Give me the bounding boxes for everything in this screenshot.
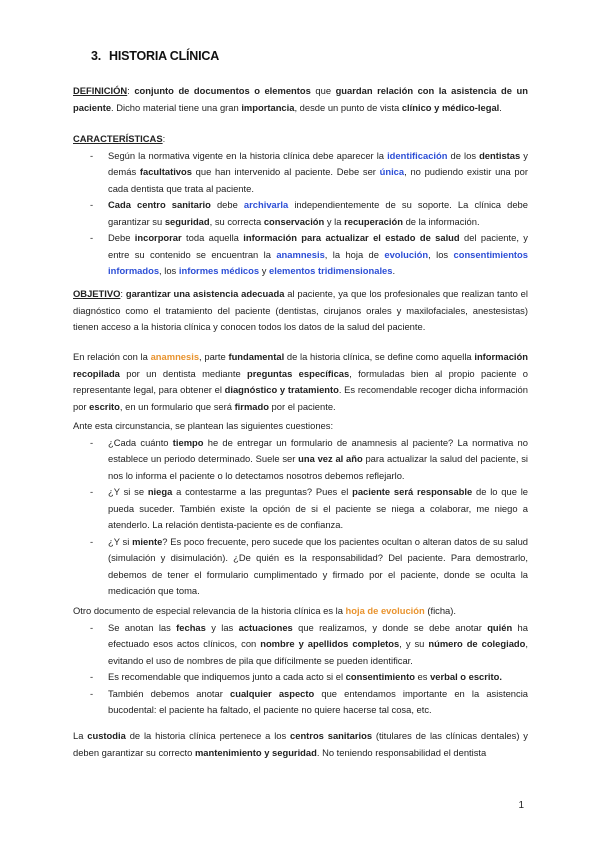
bold-text: seguridad <box>164 215 210 227</box>
orange-text: anamnesis <box>150 351 200 362</box>
bold-text: dentistas <box>479 149 521 161</box>
text: También debemos anotar <box>108 687 230 699</box>
list-item <box>73 669 528 686</box>
text: por el paciente. <box>268 400 336 412</box>
characteristics-label: CARACTERÍSTICAS <box>73 133 163 144</box>
text: , y su <box>399 638 429 649</box>
bold-text: información para actualizar el estado de salud <box>243 232 460 243</box>
text: : <box>120 288 126 299</box>
blue-text: archivarla <box>243 199 289 210</box>
text: . Es recomendable recoger dicha información por <box>73 384 528 412</box>
blue-text: evolución <box>384 248 429 260</box>
bold-text: mantenimiento y seguridad <box>194 746 317 758</box>
bold-text: centros sanitarios <box>290 730 373 741</box>
text: La <box>73 730 88 741</box>
bold-text: consentimiento <box>345 671 415 682</box>
text: ¿Cada cuánto <box>108 436 173 448</box>
bold-text: actuaciones <box>238 621 293 633</box>
bold-text: paciente será responsable <box>352 486 473 497</box>
text: ? Es poco frecuente, pero sucede que los pacientes ocultan o alteran datos de su salud (simulación y disimulación). ¿De quién es la responsabilidad? Del paciente. Para demostrarlo, debemos de tener el formulario cumplimentado y firmado por el paciente, donde se oculta la medicación que toma. <box>108 535 528 596</box>
bold-text: custodia <box>87 730 126 741</box>
text: : <box>127 85 135 96</box>
orange-text: hoja de evolución <box>345 605 425 616</box>
text: , formuladas bien al propio paciente o representante legal, para obtener el <box>73 367 528 395</box>
bold-text: quién <box>487 621 513 633</box>
bold-text: conjunto de documentos o elementos <box>134 85 311 96</box>
text: , no pudiendo existir una por cada dentista que trata al paciente. <box>108 166 528 194</box>
text: y <box>259 265 269 276</box>
text: por un dentista mediante <box>119 367 247 379</box>
bold-text: conservación <box>263 215 325 227</box>
blue-text: identificación <box>387 149 448 161</box>
text: , evitando el uso de nombres de pila que difícilmente se pueden identificar. <box>108 638 528 666</box>
text: para actualizar la salud del paciente, si nos lo informa el paciente o lo detectamos nosotros debemos reflejarlo. <box>108 453 528 481</box>
text: que entendamos importante en la asistencia bucodental: el paciente ha faltado, el paciente no quiere hacerse tal cosa, etc. <box>108 687 529 715</box>
characteristics-list <box>73 148 528 280</box>
bold-text: Cada centro sanitario <box>108 199 211 210</box>
questions-list <box>73 435 528 600</box>
bold-text: número de colegiado <box>428 638 526 649</box>
text: y la <box>324 215 345 227</box>
text: , la hoja de <box>324 248 385 260</box>
text: , parte <box>199 351 229 362</box>
text: que realizamos, y donde se debe anotar <box>292 621 488 633</box>
bold-text: niega <box>147 486 173 497</box>
text: . No teniendo responsabilidad el dentista <box>316 746 487 758</box>
list-item <box>73 197 528 230</box>
list-item <box>73 620 528 670</box>
bold-text: diagnóstico y tratamiento <box>224 384 339 395</box>
section-title <box>91 49 219 63</box>
custody-paragraph <box>73 728 528 761</box>
text: Es recomendable que indiquemos junto a cada acto si el <box>108 671 346 682</box>
text: y las <box>205 621 239 633</box>
bold-text: garantizar una asistencia adecuada <box>125 288 285 299</box>
bold-text: tiempo <box>172 436 204 448</box>
text: . Dicho material tiene una gran <box>111 101 242 113</box>
text: , los <box>159 265 179 276</box>
section-title-text: HISTORIA CLÍNICA <box>109 49 220 63</box>
text: independientemente de su soporte. La clínica debe garantizar su <box>108 199 528 227</box>
text: , en un formulario que será <box>119 400 235 412</box>
evolution-list <box>73 620 528 719</box>
text: . <box>392 265 396 276</box>
list-item <box>73 534 528 600</box>
text: es <box>414 671 431 682</box>
bold-text: recuperación <box>344 215 403 227</box>
text: he de entregar un formulario de anamnesis al paciente? La normativa no establece un periodo determinado. Suele ser <box>108 436 528 464</box>
bold-text: facultativos <box>139 166 192 177</box>
text: del paciente, y entre su contenido se encuentran la <box>108 232 528 260</box>
list-item <box>73 230 528 280</box>
list-item <box>73 435 528 485</box>
bold-text: cualquier aspecto <box>230 687 315 699</box>
anamnesis-paragraph <box>73 349 528 415</box>
text: toda aquella <box>181 232 244 243</box>
questions-intro: Ante esta circunstancia, se plantean las siguientes cuestiones: <box>73 420 334 431</box>
bold-text: firmado <box>234 400 269 412</box>
text: que han intervenido al paciente. Debe ser <box>191 166 380 177</box>
bold-text: escrito <box>89 400 120 412</box>
text: ¿Y si <box>108 535 133 547</box>
text: ha efectuado esos actos clínicos, con <box>108 621 528 649</box>
text: de lo que le pueda suceder. También existe la opción de si el paciente se niega a colaborar, me niego a atenderlo. La relación dentista-paciente es de confianza. <box>108 486 528 530</box>
list-item <box>73 686 528 719</box>
text: de la historia clínica, se define como aquella <box>284 351 475 362</box>
text: ¿Y si se <box>108 486 148 497</box>
blue-text: elementos tridimensionales <box>269 265 393 276</box>
text: Otro documento de especial relevancia de la historia clínica es la <box>73 605 346 616</box>
text: y demás <box>108 149 528 177</box>
bold-text: importancia <box>241 101 295 113</box>
definition-paragraph <box>73 83 528 116</box>
objective-paragraph <box>73 286 528 336</box>
list-item <box>73 484 528 534</box>
blue-text: única <box>379 166 405 177</box>
text: debe <box>210 199 244 210</box>
bold-text: incorporar <box>134 232 182 243</box>
text: , su correcta <box>209 215 264 227</box>
text: a contestarme a las preguntas? Pues el <box>172 486 353 497</box>
text: al paciente, ya que los profesionales que realizan tanto el diagnóstico como el tratamiento del paciente (dentistas, cirujanos orales y maxilofaciales, anestesistas) tienen acceso a la historia clínica y conocen todos los datos de la salud del paciente. <box>73 288 528 332</box>
evolution-section <box>73 603 528 719</box>
bold-text: preguntas específicas <box>247 367 350 379</box>
text: , desde un punto de vista <box>294 101 402 113</box>
characteristics-section <box>73 131 528 280</box>
text: Debe <box>108 232 135 243</box>
bold-text: clínico y médico-legal <box>401 101 500 113</box>
bold-text: verbal o escrito. <box>430 671 502 682</box>
blue-text: consentimientos informados <box>108 248 528 276</box>
text: : <box>162 133 166 144</box>
text: . <box>499 101 502 113</box>
text: de la información. <box>402 215 480 227</box>
blue-text: informes médicos <box>178 265 260 276</box>
bold-text: miente <box>132 535 163 547</box>
text: que <box>310 85 336 96</box>
text: , los <box>428 248 454 260</box>
text: de los <box>447 149 480 161</box>
section-number: 3. <box>91 49 102 63</box>
text: En relación con la <box>73 351 151 362</box>
text: Se anotan las <box>108 621 177 633</box>
page-number: 1 <box>518 800 524 811</box>
questions-section <box>73 418 528 600</box>
bold-text: guardan relación con la asistencia de un paciente <box>73 85 528 113</box>
bold-text: fundamental <box>228 351 285 362</box>
bold-text: información recopilada <box>73 351 528 379</box>
list-item <box>73 148 528 198</box>
bold-text: nombre y apellidos completos <box>260 638 400 649</box>
bold-text: fechas <box>176 621 206 633</box>
text: Según la normativa vigente en la historia clínica debe aparecer la <box>108 149 388 161</box>
definition-label: DEFINICIÓN <box>73 85 128 96</box>
text: (ficha). <box>424 605 456 616</box>
text: (titulares de las clínicas dentales) y deben garantizar su correcto <box>73 730 528 758</box>
objective-label: OBJETIVO <box>73 288 121 299</box>
text: de la historia clínica pertenece a los <box>125 730 291 741</box>
blue-text: anamnesis <box>276 248 325 260</box>
bold-text: una vez al año <box>298 453 363 464</box>
